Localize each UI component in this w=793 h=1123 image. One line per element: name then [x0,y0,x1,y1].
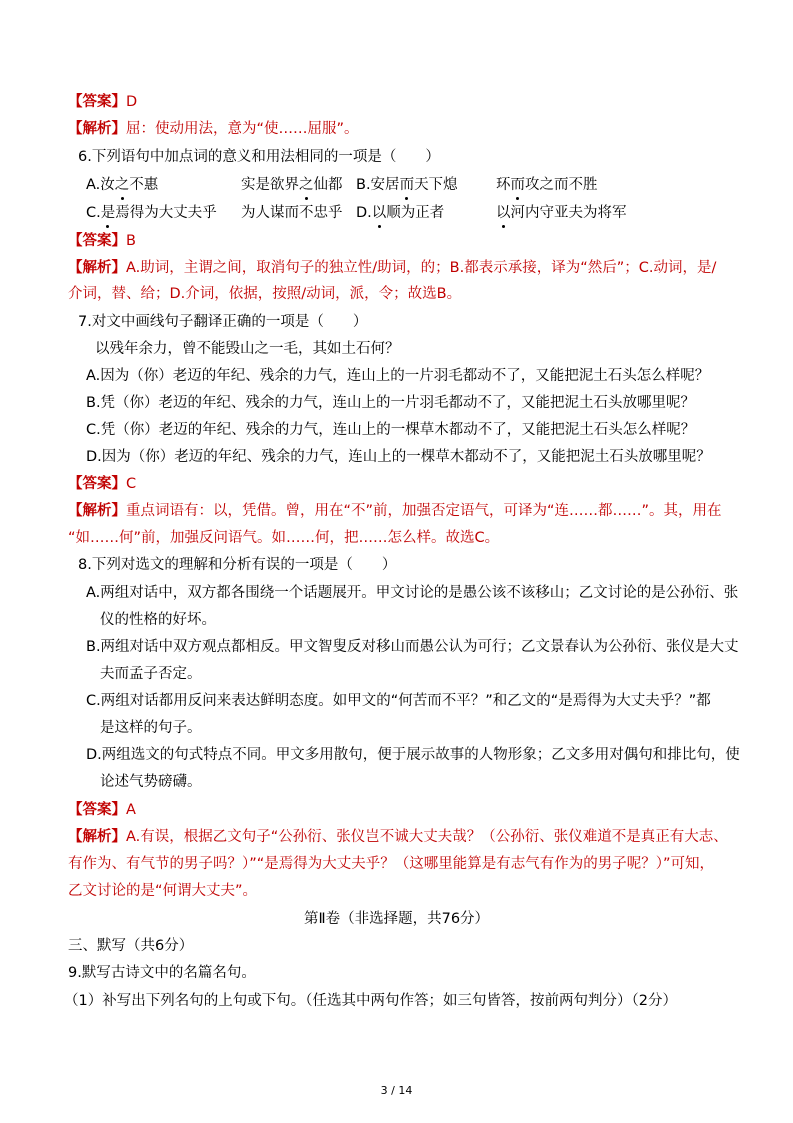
analysis-line [68,827,728,847]
analysis-tag: 【解析】 [68,503,126,519]
q8-option-c: C.两组对话都用反问来表达鲜明态度。如甲文的“何苦而不平？”和乙文的“是焉得为大丈夫乎？”都 [86,693,711,709]
q8-option-c-cont: 是这样的句子。 [100,720,202,736]
question-6: 6.下列语句中加点词的意义和用法相同的一项是（ ） [78,149,440,165]
q8-option-b: B.两组对话中双方观点都相反。甲文智叟反对移山而愚公认为可行；乙文景春认为公孙衍、张仪是大丈 [86,639,739,655]
answer-line [68,800,136,820]
answer-value: A [126,802,136,818]
q6-option-a-left: A.汝之不惠 [86,177,159,193]
analysis-text-cont: 介词，替、给；D.介词，依据，按照/动词，派，令；故选B。 [68,286,462,302]
q8-option-a-cont: 仪的性格的好坏。 [100,612,216,628]
answer-line [68,474,136,494]
analysis-text: 屈：使动用法，意为“使……屈服”。 [126,121,359,137]
q6-option-c-right: 为人谋而不忠乎 [241,205,343,221]
analysis-line [68,119,359,139]
part-heading: 三、默写（共6分） [68,938,194,954]
analysis-text: A.有误，根据乙文句子“公孙衍、张仪岂不诚大丈夫哉？（公孙衍、张仪难道不是真正有大志、 [126,829,728,845]
answer-tag: 【答案】 [68,476,126,492]
analysis-text: A.助词，主谓之间，取消句子的独立性/助词，的；B.都表示承接，译为“然后”；C.动词，是/ [126,260,717,276]
answer-value: C [126,476,137,492]
analysis-text-cont: 乙文讨论的是“何谓大丈夫”。 [68,883,258,899]
q6-option-d-right: 以河内守亚夫为将军 [496,205,627,221]
analysis-text: 重点词语有：以，凭借。曾，用在“不”前，加强否定语气，可译为“连……都……”。其，用在 [126,503,722,519]
answer-line [68,92,137,112]
answer-line [68,231,136,251]
page-number: 3 / 14 [380,1084,413,1097]
q8-option-a: A.两组对话中，双方都各围绕一个话题展开。甲文讨论的是愚公该不该移山；乙文讨论的是公孙衍、张 [86,585,739,601]
analysis-tag: 【解析】 [68,260,126,276]
analysis-text-cont: “如……何”前，加强反问语气。如……何，把……怎么样。故选C。 [68,530,500,546]
q6-option-c-left: C.是焉得为大丈夫乎 [86,205,217,221]
question-7-quote: 以残年余力，曾不能毁山之一毛，其如土石何？ [95,341,400,357]
answer-tag: 【答案】 [68,233,126,249]
q6-option-a-right: 实是欲界之仙都 [241,177,343,193]
answer-value: D [126,94,138,110]
answer-tag: 【答案】 [68,94,126,110]
answer-tag: 【答案】 [68,802,126,818]
analysis-tag: 【解析】 [68,829,126,845]
analysis-line [68,258,716,278]
question-8: 8.下列对选文的理解和分析有误的一项是（ ） [78,557,397,573]
q8-option-d: D.两组选文的句式特点不同。甲文多用散句，便于展示故事的人物形象；乙文多用对偶句和排比句，使 [86,747,740,763]
question-9-1: （1）补写出下列名句的上句或下句。（任选其中两句作答；如三句皆答，按前两句判分）（2分） [64,993,677,1009]
q6-option-b-left: B.安居而天下熄 [356,177,458,193]
q7-option-a: A.因为（你）老迈的年纪、残余的力气，连山上的一片羽毛都动不了，又能把泥土石头怎么样呢？ [86,368,710,384]
q6-option-d-left: D.以顺为正者 [356,205,445,221]
question-7: 7.对文中画线句子翻译正确的一项是（ ） [78,314,368,330]
q7-option-b: B.凭（你）老迈的年纪、残余的力气，连山上的一片羽毛都动不了，又能把泥土石头放哪里呢？ [86,395,696,411]
analysis-line [68,501,722,521]
question-9: 9.默写古诗文中的名篇名句。 [68,965,256,981]
q7-option-c: C.凭（你）老迈的年纪、残余的力气，连山上的一棵草木都动不了，又能把泥土石头怎么样呢？ [86,422,696,438]
analysis-text-cont: 有作为、有气节的男子吗？）”“是焉得为大丈夫乎？（这哪里能算是有志气有作为的男子呢？）”可知， [68,856,715,872]
q8-option-d-cont: 论述气势磅礴。 [100,774,202,790]
q6-option-b-right: 环而攻之而不胜 [496,177,598,193]
section-title: 第Ⅱ卷（非选择题，共76分） [303,911,490,927]
analysis-tag: 【解析】 [68,121,126,137]
answer-value: B [126,233,136,249]
q8-option-b-cont: 夫而孟子否定。 [100,666,202,682]
q7-option-d: D.因为（你）老迈的年纪、残余的力气，连山上的一棵草木都动不了，又能把泥土石头放哪里呢？ [86,449,711,465]
